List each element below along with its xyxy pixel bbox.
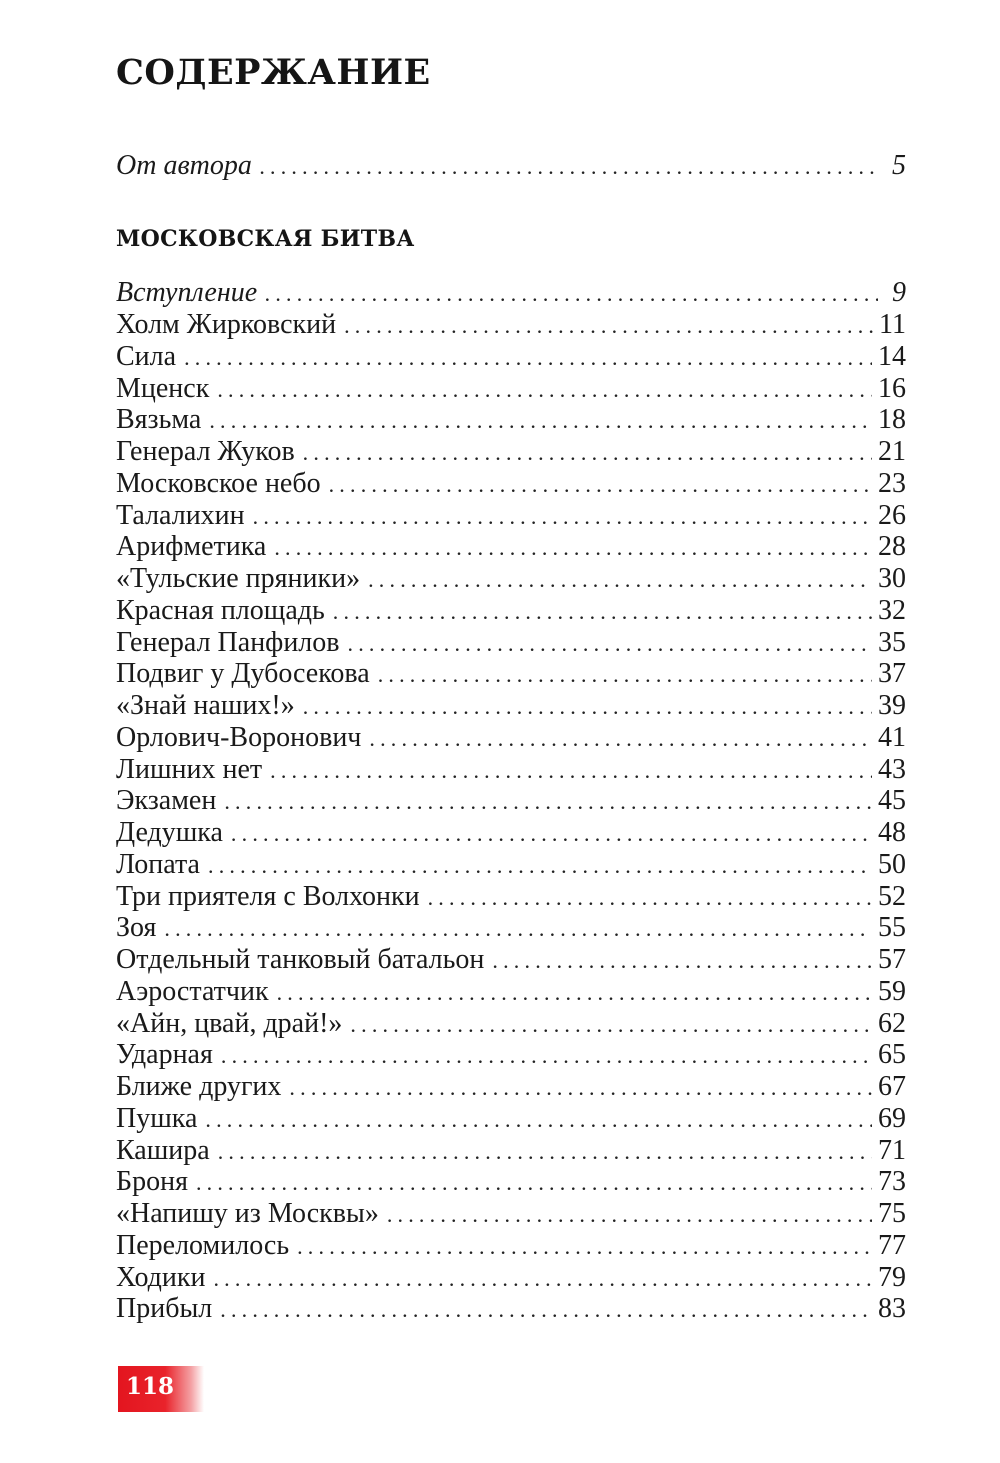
toc-entry-intro — [116, 277, 906, 309]
leader-dots — [289, 1072, 872, 1103]
leader-dots — [270, 755, 872, 786]
leader-dots — [492, 945, 872, 976]
toc-entry-title: Дедушка — [116, 817, 223, 848]
toc-entry-title: «Айн, цвай, драй!» — [116, 1007, 343, 1039]
toc-entry — [116, 1008, 906, 1040]
toc-entry-page: 71 — [878, 1134, 906, 1166]
leader-dots — [265, 278, 878, 309]
leader-dots — [369, 723, 872, 754]
leader-dots — [196, 1167, 872, 1198]
leader-dots — [231, 818, 872, 849]
toc-entry-title: Броня — [116, 1166, 188, 1198]
toc-entry-page: 32 — [878, 594, 906, 626]
toc-entry-title: Арифметика — [116, 531, 267, 563]
toc-entry-page: 9 — [892, 277, 906, 308]
page-title: СОДЕРЖАНИЕ — [116, 52, 431, 93]
leader-dots — [224, 786, 872, 817]
toc-entry — [116, 976, 906, 1008]
toc-entry — [116, 881, 906, 913]
toc-entry-title: Подвиг у Дубосекова — [116, 658, 370, 690]
leader-dots — [209, 405, 872, 436]
toc-entry-title: Талалихин — [116, 499, 245, 531]
toc-entry-page: 21 — [878, 436, 906, 467]
toc-entry-page: 73 — [878, 1166, 906, 1198]
toc-entry-page: 26 — [878, 499, 906, 531]
toc-entry-page: 48 — [878, 817, 906, 848]
toc-entry-page: 67 — [878, 1071, 906, 1102]
toc-entry-page: 18 — [878, 404, 906, 436]
toc-entry-title: Лопата — [116, 848, 200, 880]
toc-entry — [116, 309, 906, 341]
toc-entry — [116, 754, 906, 786]
toc-entry — [116, 690, 906, 722]
toc-entry-page: 45 — [878, 785, 906, 817]
toc-entry — [116, 785, 906, 817]
toc-entry-title: Красная площадь — [116, 594, 325, 626]
toc-entry — [116, 436, 906, 468]
toc-entry-title: Переломилось — [116, 1229, 290, 1261]
toc-entry — [116, 1039, 906, 1071]
leader-dots — [213, 1263, 872, 1294]
leader-dots — [205, 1104, 872, 1135]
toc-entry-title: Кашира — [116, 1134, 210, 1166]
toc-entry-page: 35 — [878, 626, 906, 658]
toc-entry-page: 30 — [878, 563, 906, 594]
leader-dots — [333, 596, 872, 627]
toc-entry-page: 65 — [878, 1039, 906, 1071]
toc-entry-page: 77 — [878, 1229, 906, 1261]
toc-entry-page: 16 — [878, 372, 906, 404]
toc-entry-title: Московское небо — [116, 467, 321, 499]
toc-entry — [116, 1135, 906, 1167]
toc-entry-page: 23 — [878, 467, 906, 499]
toc-entry-page: 41 — [878, 721, 906, 753]
toc-entry-title: «Напишу из Москвы» — [116, 1198, 379, 1229]
toc-entry — [116, 595, 906, 627]
toc-entry-page: 14 — [878, 340, 906, 372]
toc-entry-page: 39 — [878, 690, 906, 721]
toc-entry — [116, 658, 906, 690]
toc-entry-page: 52 — [878, 880, 906, 912]
toc-entry-page: 50 — [878, 848, 906, 880]
toc-entry — [116, 1230, 906, 1262]
toc-entry — [116, 627, 906, 659]
toc-entry-title: Ударная — [116, 1039, 213, 1071]
leader-dots — [368, 564, 872, 595]
leader-dots — [220, 1294, 872, 1325]
toc-entry — [116, 341, 906, 373]
toc-entry — [116, 373, 906, 405]
leader-dots — [274, 532, 872, 563]
toc-entry-title: Холм Жирковский — [116, 309, 337, 340]
toc-entry-title: Отдельный танковый батальон — [116, 944, 485, 975]
leader-dots — [387, 1199, 872, 1230]
toc-entry-page: 11 — [879, 309, 906, 340]
leader-dots — [208, 850, 872, 881]
toc-entry — [116, 817, 906, 849]
leader-dots — [184, 342, 872, 373]
leader-dots — [218, 1136, 872, 1167]
toc-entry-title: От автора — [116, 150, 252, 181]
toc-entry-page: 37 — [878, 658, 906, 690]
leader-dots — [297, 1231, 872, 1262]
toc-entry — [116, 944, 906, 976]
toc-entry-title: Зоя — [116, 912, 157, 944]
leader-dots — [303, 691, 872, 722]
leader-dots — [217, 374, 872, 405]
toc-entry-page: 59 — [878, 975, 906, 1007]
toc-entry — [116, 1166, 906, 1198]
toc-entry-page: 79 — [878, 1261, 906, 1293]
leader-dots — [253, 501, 872, 532]
toc-entry — [116, 1293, 906, 1325]
toc-entry-page: 75 — [878, 1198, 906, 1229]
leader-dots — [378, 659, 872, 690]
toc-entry — [116, 1262, 906, 1294]
toc-entry-title: Сила — [116, 340, 177, 372]
toc-entry-title: Ходики — [116, 1261, 206, 1293]
toc-entry-title: Вступление — [116, 277, 258, 308]
toc-entry — [116, 1103, 906, 1135]
toc-entry-title: Прибыл — [116, 1293, 213, 1325]
toc-entry — [116, 563, 906, 595]
leader-dots — [277, 977, 872, 1008]
toc-entry-page: 55 — [878, 912, 906, 944]
toc-entry-page: 62 — [878, 1007, 906, 1039]
leader-dots — [221, 1040, 872, 1071]
toc-entry-page: 28 — [878, 531, 906, 563]
toc-entry-preface — [116, 150, 906, 182]
leader-dots — [428, 882, 872, 913]
toc-entry-title: «Тульские пряники» — [116, 563, 361, 594]
toc-entry-title: Экзамен — [116, 785, 217, 817]
toc-entry-page: 69 — [878, 1102, 906, 1134]
toc-entry-title: Вязьма — [116, 404, 202, 436]
toc-entry-title: Мценск — [116, 372, 210, 404]
toc-entry-title: Генерал Жуков — [116, 436, 295, 467]
leader-dots — [260, 151, 878, 182]
toc-entry — [116, 722, 906, 754]
toc-entry — [116, 531, 906, 563]
toc-entry-title: Пушка — [116, 1102, 198, 1134]
toc-entry — [116, 468, 906, 500]
toc-entry-title: Ближе других — [116, 1071, 282, 1102]
page-number: 118 — [126, 1373, 175, 1400]
toc-entry — [116, 1198, 906, 1230]
page-number-badge — [118, 1366, 204, 1412]
toc-entry — [116, 849, 906, 881]
leader-dots — [329, 469, 872, 500]
toc-entry — [116, 1071, 906, 1103]
leader-dots — [350, 1009, 872, 1040]
leader-dots — [348, 628, 873, 659]
toc-entry-title: Генерал Панфилов — [116, 626, 340, 658]
toc-entry-page: 43 — [878, 753, 906, 785]
toc-entry-title: Аэростатчик — [116, 975, 269, 1007]
toc-entry-title: Орлович-Воронович — [116, 721, 362, 753]
toc-entry-title: «Знай наших!» — [116, 690, 295, 721]
toc-entry — [116, 912, 906, 944]
toc-entry-title: Три приятеля с Волхонки — [116, 880, 420, 912]
toc-entry — [116, 404, 906, 436]
leader-dots — [344, 310, 873, 341]
toc-entry-page: 83 — [878, 1293, 906, 1325]
leader-dots — [303, 437, 872, 468]
toc-entry-title: Лишних нет — [116, 753, 263, 785]
toc-entry-page: 57 — [878, 944, 906, 975]
section-heading: МОСКОВСКАЯ БИТВА — [116, 226, 415, 252]
toc-entry-page: 5 — [892, 150, 906, 181]
toc-entry — [116, 500, 906, 532]
leader-dots — [164, 913, 872, 944]
